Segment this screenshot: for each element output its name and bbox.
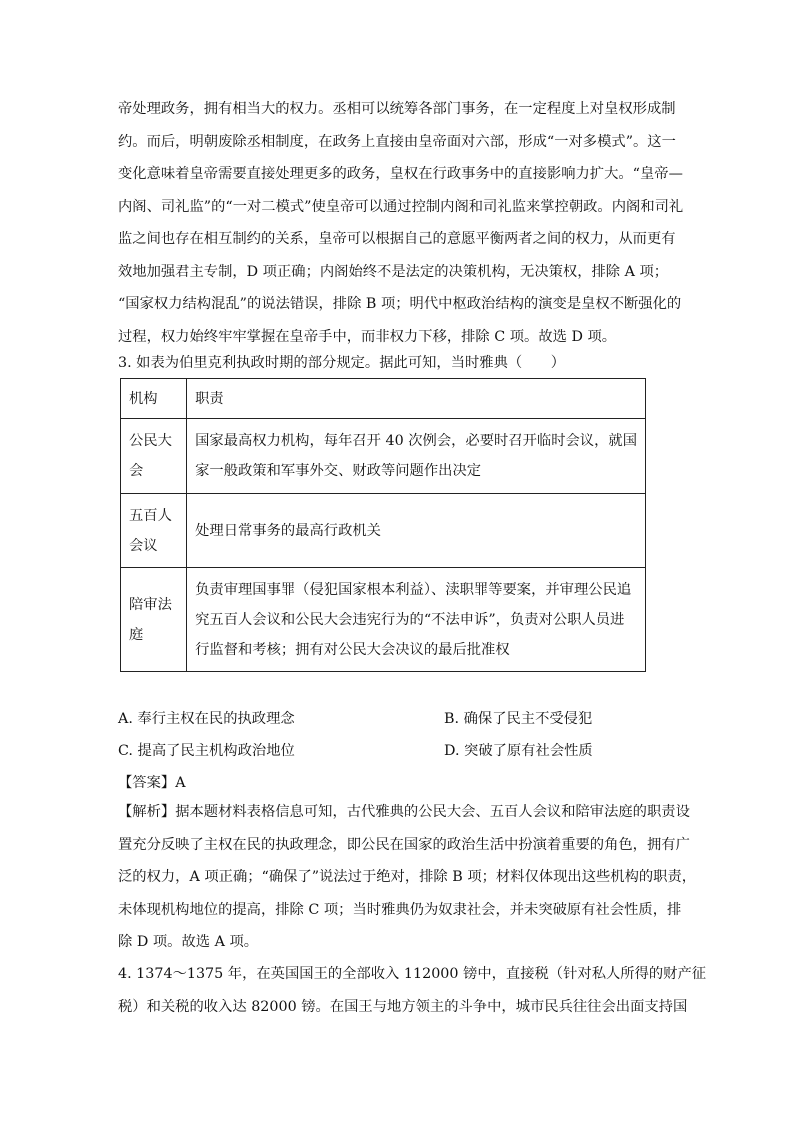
text-line: 内阁、司礼监”的“一对二模式”使皇帝可以通过控制内阁和司礼监来掌控朝政。内阁和司礼 (118, 198, 684, 215)
intro-paragraph (118, 93, 683, 353)
duty-line: 处理日常事务的最高行政机关 (195, 522, 381, 539)
text-line: 变化意味着皇帝需要直接处理更多的政务，皇权在行政事务中的直接影响力扩大。“皇帝— (118, 166, 683, 182)
text-line: 效地加强君主专制，D 项正确；内阁始终不是法定的决策机构，无决策权，排除 A 项； (118, 263, 669, 280)
text-line: 约。而后，明朝废除丞相制度，在政务上直接由皇帝面对六部，形成“一对多模式”。这一 (118, 133, 676, 150)
institutions-table (120, 378, 646, 672)
duty-cell (187, 494, 646, 568)
option-b: B. 确保了民主不受侵犯 (444, 711, 593, 727)
duty-cell (187, 419, 646, 494)
org-cell: 五百人会议 (121, 494, 187, 568)
table-row (121, 494, 646, 568)
duty-line: 行监督和考核；拥有对公民大会决议的最后批准权 (195, 641, 510, 658)
analysis-paragraph (118, 796, 697, 959)
analysis-line: 置充分反映了主权在民的执政理念，即公民在国家的政治生活中扮演着重要的角色，拥有广 (118, 836, 690, 853)
org-cell: 公民大会 (121, 419, 187, 494)
table-row (121, 419, 646, 494)
answer-label: 【答案】 (118, 775, 176, 791)
header-duty: 职责 (187, 379, 646, 419)
text-line: 过程，权力始终牢牢掌握在皇帝手中，而非权力下移，排除 C 项。故选 D 项。 (118, 328, 617, 345)
duty-line: 负责审理国事罪（侵犯国家根本利益）、渎职罪等要案，并审理公民追 (195, 581, 632, 598)
duty-line: 究五百人会议和公民大会违宪行为的“不法申诉”，负责对公职人员进 (195, 611, 625, 628)
org-cell: 陪审法庭 (121, 568, 187, 672)
table-header-row (121, 379, 646, 419)
analysis-label: 【解析】 (118, 804, 176, 820)
text-line: 税）和关税的收入达 82000 镑。在国王与地方领主的斗争中，城市民兵往往会出面支持国 (118, 998, 688, 1015)
analysis-line: 未体现机构地位的提高，排除 C 项；当时雅典仍为奴隶社会，并未突破原有社会性质，排 (118, 901, 682, 918)
option-a: A. 奉行主权在民的执政理念 (118, 711, 295, 727)
duty-cell (187, 568, 646, 672)
question-3-stem: 3. 如表为伯里克利执政时期的部分规定。据此可知，当时雅典（ ） (118, 355, 566, 371)
question-4-stem (118, 958, 707, 1023)
answer (118, 772, 186, 792)
duty-line: 家一般政策和军事外交、财政等问题作出决定 (195, 463, 482, 479)
option-d: D. 突破了原有社会性质 (444, 743, 593, 759)
header-org: 机构 (121, 379, 187, 419)
duty-line: 国家最高权力机构，每年召开 40 次例会，必要时召开临时会议，就国 (195, 433, 637, 449)
table-row (121, 568, 646, 672)
analysis-line: 除 D 项。故选 A 项。 (118, 934, 259, 950)
text-line: 监之间也存在相互制约的关系，皇帝可以根据自己的意愿平衡两者之间的权力，从而更有 (118, 231, 676, 247)
text-line: 帝处理政务，拥有相当大的权力。丞相可以统筹各部门事务，在一定程度上对皇权形成制 (118, 101, 676, 117)
option-c: C. 提高了民主机构政治地位 (118, 743, 295, 759)
text-line: 4. 1374～1375 年，在英国国王的全部收入 112000 镑中，直接税（针对私人所得的财产征 (118, 966, 707, 982)
text-line: “国家权力结构混乱”的说法错误，排除 B 项；明代中枢政治结构的演变是皇权不断强化的 (118, 296, 682, 312)
answer-value: A (175, 775, 186, 791)
analysis-line: 泛的权力，A 项正确；“确保了”说法过于绝对，排除 B 项；材料仅体现出这些机构的职责， (118, 869, 697, 885)
analysis-line: 【解析】据本题材料表格信息可知，古代雅典的公民大会、五百人会议和陪审法庭的职责设 (118, 804, 690, 820)
